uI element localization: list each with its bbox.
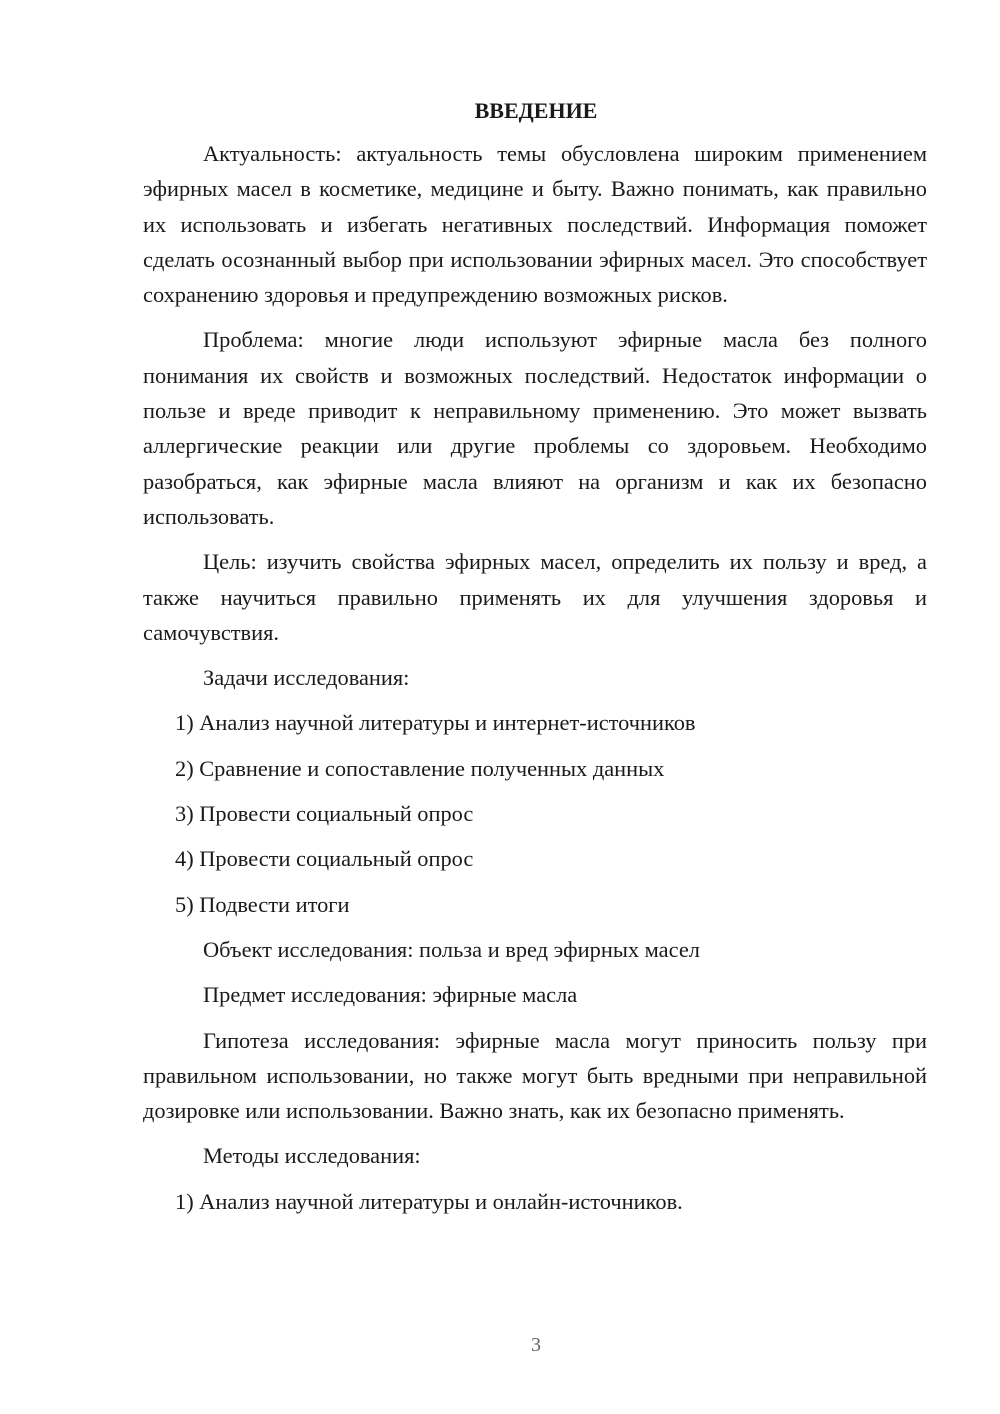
document-page bbox=[143, 94, 927, 1229]
page-number: 3 bbox=[531, 1334, 541, 1356]
hypothesis-paragraph: Гипотеза исследования: эфирные масла могут приносить пользу при правильном использовании, но также могут быть вредными при неправильной дозировке или использовании. Важно знать, как их безопасно применять. bbox=[143, 1027, 927, 1124]
tasks-heading: Задачи исследования: bbox=[203, 665, 410, 691]
task-item: 4) Провести социальный опрос bbox=[175, 846, 474, 872]
task-item: 1) Анализ научной литературы и интернет-источников bbox=[175, 710, 696, 736]
goal-paragraph: Цель: изучить свойства эфирных масел, определить их пользу и вред, а также научиться правильно применять их для улучшения здоровья и самочувствия. bbox=[143, 549, 927, 645]
task-item: 3) Провести социальный опрос bbox=[175, 801, 474, 827]
task-item: 5) Подвести итоги bbox=[175, 891, 350, 917]
research-object: Объект исследования: польза и вред эфирных масел bbox=[203, 936, 700, 962]
problem-paragraph: Проблема: многие люди используют эфирные масла без полного понимания их свойств и возможных последствий. Недостаток информации о пользе и вреде приводит к неправильному применению. Это может вызвать аллергические реакции или другие проблемы со здоровьем. Необходимо разобраться, как эфирные масла влияют на организм и как их безопасно использовать. bbox=[143, 327, 927, 529]
section-title: ВВЕДЕНИЕ bbox=[474, 98, 598, 123]
methods-heading: Методы исследования: bbox=[203, 1143, 421, 1169]
relevance-paragraph: Актуальность: актуальность темы обусловлена широким применением эфирных масел в косметике, медицине и быту. Важно понимать, как правильно их использовать и избегать негативных последствий. Информация поможет сделать осознанный выбор при использовании эфирных масел. Это способствует сохранению здоровья и предупреждению возможных рисков. bbox=[143, 141, 927, 308]
research-subject: Предмет исследования: эфирные масла bbox=[203, 982, 578, 1008]
method-item: 1) Анализ научной литературы и онлайн-источников. bbox=[175, 1188, 683, 1214]
task-item: 2) Сравнение и сопоставление полученных данных bbox=[175, 755, 665, 781]
